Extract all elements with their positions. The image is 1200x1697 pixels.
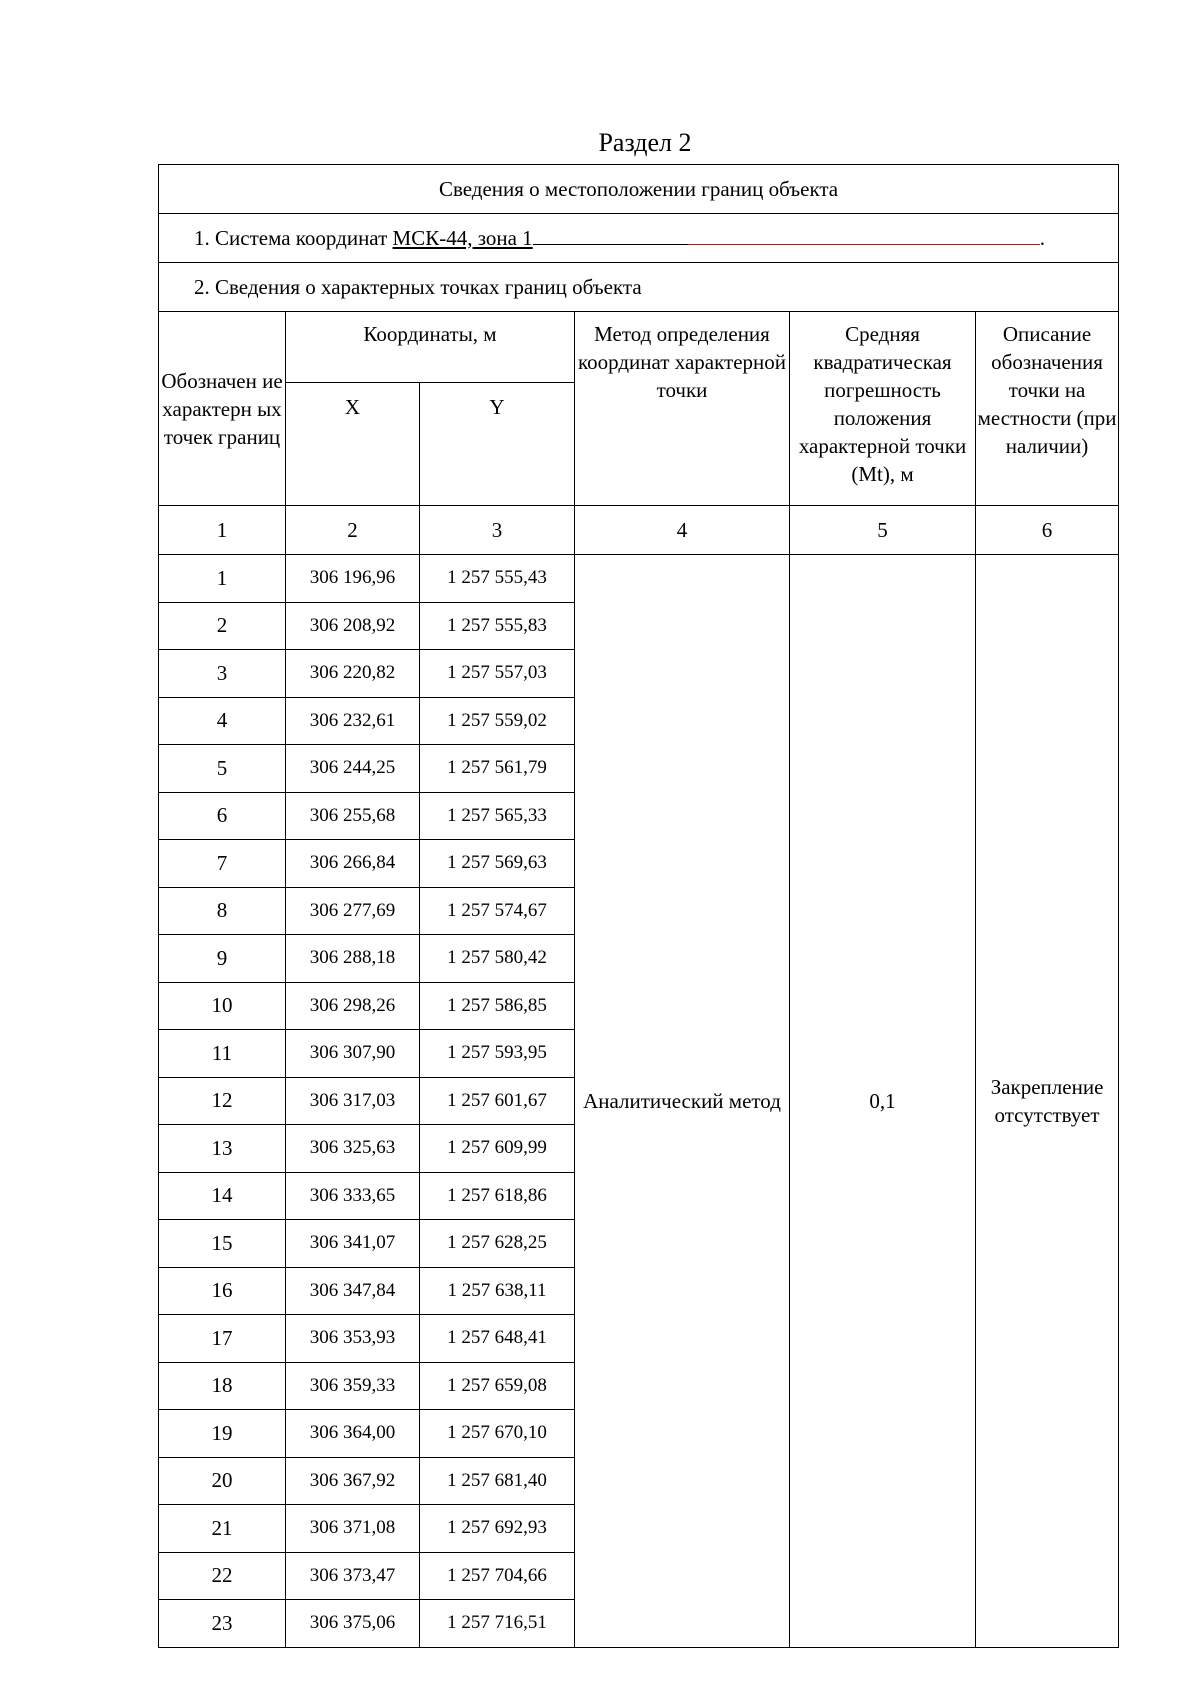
x-coordinate: 306 232,61 (286, 697, 420, 745)
x-coordinate: 306 196,96 (286, 555, 420, 603)
points-title: 2. Сведения о характерных точках границ объекта (159, 263, 1119, 312)
x-coordinate: 306 298,26 (286, 982, 420, 1030)
x-coordinate: 306 364,00 (286, 1410, 420, 1458)
y-coordinate: 1 257 681,40 (420, 1457, 575, 1505)
col-number: 2 (286, 506, 420, 555)
point-number: 22 (159, 1552, 286, 1600)
point-number: 3 (159, 650, 286, 698)
x-coordinate: 306 220,82 (286, 650, 420, 698)
y-coordinate: 1 257 565,33 (420, 792, 575, 840)
point-number: 14 (159, 1172, 286, 1220)
x-coordinate: 306 359,33 (286, 1362, 420, 1410)
coordinate-system-value: МСК-44, зона 1 (392, 225, 533, 250)
y-coordinate: 1 257 716,51 (420, 1600, 575, 1648)
point-number: 12 (159, 1077, 286, 1125)
x-coordinate: 306 373,47 (286, 1552, 420, 1600)
coordinate-system-prefix: 1. Система координат (194, 225, 393, 250)
x-coordinate: 306 367,92 (286, 1457, 420, 1505)
y-coordinate: 1 257 704,66 (420, 1552, 575, 1600)
point-number: 4 (159, 697, 286, 745)
col-coordinates: Координаты, м (286, 312, 575, 383)
column-number-row (159, 506, 1119, 555)
boundary-table (158, 164, 1119, 1648)
description-cell: Закрепление отсутствует (976, 555, 1119, 1648)
col-description: Описание обозначения точки на местности (при наличии) (976, 312, 1119, 506)
x-coordinate: 306 208,92 (286, 602, 420, 650)
point-number: 10 (159, 982, 286, 1030)
error-cell: 0,1 (790, 555, 976, 1648)
y-coordinate: 1 257 628,25 (420, 1220, 575, 1268)
x-coordinate: 306 325,63 (286, 1125, 420, 1173)
col-number: 3 (420, 506, 575, 555)
point-number: 8 (159, 887, 286, 935)
col-y: Y (420, 383, 575, 506)
point-number: 19 (159, 1410, 286, 1458)
col-number: 6 (976, 506, 1119, 555)
point-number: 11 (159, 1030, 286, 1078)
point-number: 15 (159, 1220, 286, 1268)
point-number: 7 (159, 840, 286, 888)
y-coordinate: 1 257 618,86 (420, 1172, 575, 1220)
x-coordinate: 306 371,08 (286, 1505, 420, 1553)
point-number: 9 (159, 935, 286, 983)
point-number: 2 (159, 602, 286, 650)
x-coordinate: 306 277,69 (286, 887, 420, 935)
col-x: X (286, 383, 420, 506)
y-coordinate: 1 257 609,99 (420, 1125, 575, 1173)
point-number: 1 (159, 555, 286, 603)
col-number: 1 (159, 506, 286, 555)
y-coordinate: 1 257 593,95 (420, 1030, 575, 1078)
x-coordinate: 306 375,06 (286, 1600, 420, 1648)
x-coordinate: 306 307,90 (286, 1030, 420, 1078)
y-coordinate: 1 257 555,83 (420, 602, 575, 650)
point-number: 16 (159, 1267, 286, 1315)
section-title: Раздел 2 (598, 128, 692, 157)
point-number: 23 (159, 1600, 286, 1648)
coordinate-system-end: . (1039, 225, 1045, 250)
point-number: 18 (159, 1362, 286, 1410)
y-coordinate: 1 257 580,42 (420, 935, 575, 983)
x-coordinate: 306 266,84 (286, 840, 420, 888)
x-coordinate: 306 288,18 (286, 935, 420, 983)
y-coordinate: 1 257 586,85 (420, 982, 575, 1030)
y-coordinate: 1 257 561,79 (420, 745, 575, 793)
x-coordinate: 306 244,25 (286, 745, 420, 793)
point-number: 6 (159, 792, 286, 840)
y-coordinate: 1 257 692,93 (420, 1505, 575, 1553)
point-number: 17 (159, 1315, 286, 1363)
point-number: 21 (159, 1505, 286, 1553)
x-coordinate: 306 333,65 (286, 1172, 420, 1220)
point-number: 5 (159, 745, 286, 793)
y-coordinate: 1 257 569,63 (420, 840, 575, 888)
col-point-designation: Обозначен ие характерн ых точек границ (159, 312, 286, 506)
coordinate-system-row (159, 214, 1119, 263)
y-coordinate: 1 257 670,10 (420, 1410, 575, 1458)
col-number: 5 (790, 506, 976, 555)
y-coordinate: 1 257 574,67 (420, 887, 575, 935)
point-number: 13 (159, 1125, 286, 1173)
y-coordinate: 1 257 648,41 (420, 1315, 575, 1363)
y-coordinate: 1 257 659,08 (420, 1362, 575, 1410)
method-cell: Аналитический метод (575, 555, 790, 1648)
red-underline (688, 226, 1040, 245)
y-coordinate: 1 257 638,11 (420, 1267, 575, 1315)
table-row (159, 555, 1119, 603)
y-coordinate: 1 257 559,02 (420, 697, 575, 745)
col-error: Средняя квадратическая погрешность положения характерной точки (Mt), м (790, 312, 976, 506)
x-coordinate: 306 347,84 (286, 1267, 420, 1315)
y-coordinate: 1 257 555,43 (420, 555, 575, 603)
point-number: 20 (159, 1457, 286, 1505)
col-method: Метод определения координат характерной точки (575, 312, 790, 506)
col-number: 4 (575, 506, 790, 555)
x-coordinate: 306 341,07 (286, 1220, 420, 1268)
y-coordinate: 1 257 601,67 (420, 1077, 575, 1125)
x-coordinate: 306 353,93 (286, 1315, 420, 1363)
fill-underline (533, 226, 688, 245)
x-coordinate: 306 255,68 (286, 792, 420, 840)
x-coordinate: 306 317,03 (286, 1077, 420, 1125)
table-header: Сведения о местоположении границ объекта (159, 165, 1119, 214)
y-coordinate: 1 257 557,03 (420, 650, 575, 698)
